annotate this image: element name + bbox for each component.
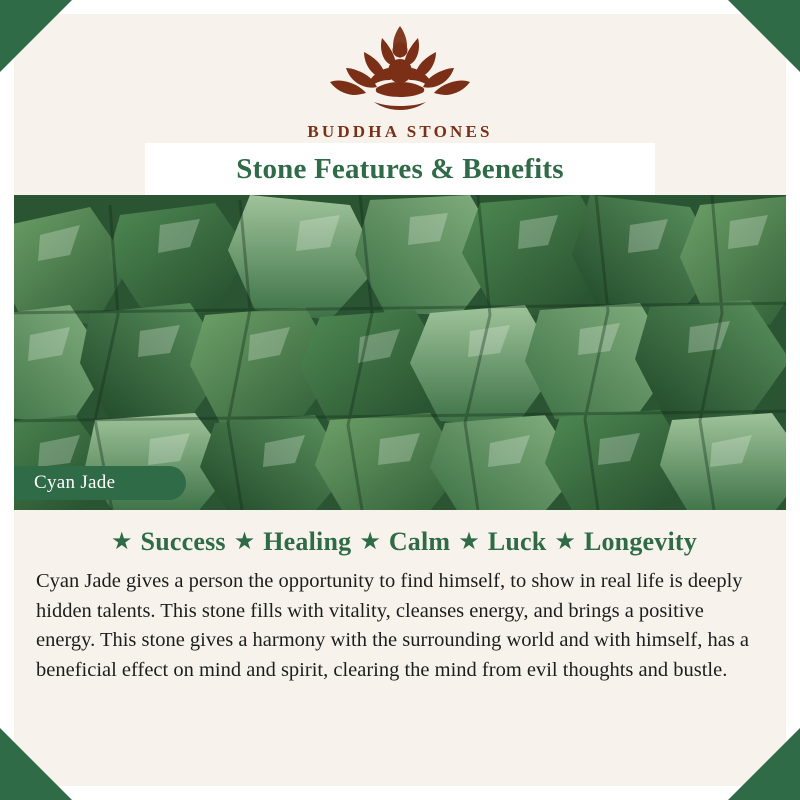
benefit-item-luck: Luck	[487, 527, 547, 556]
benefit-item-success: Success	[140, 527, 226, 556]
hero-image	[14, 195, 786, 510]
description-paragraph: Cyan Jade gives a person the opportunity to find himself, to show in real life is deeply hidden talents. This stone fills with vitality, cleanses energy, and brings a positive energy. This stone gives a harmony with the surrounding world and with himself, has a beneficial effect on mind and spirit, clearing the mind from evil thoughts and bustle.	[36, 570, 750, 682]
corner-decoration-top-left	[0, 0, 72, 72]
star-icon: ★	[111, 528, 133, 555]
star-icon: ★	[554, 528, 576, 555]
benefits-row	[14, 527, 786, 557]
corner-decoration-bottom-right	[728, 728, 800, 800]
title-banner	[145, 143, 655, 195]
brand-name: BUDDHA STONES	[307, 122, 493, 141]
star-icon: ★	[359, 528, 381, 555]
corner-decoration-bottom-left	[0, 728, 72, 800]
star-icon: ★	[233, 528, 256, 555]
content-card	[14, 14, 786, 786]
stone-name-tag	[14, 466, 186, 500]
stone-name-label: Cyan Jade	[34, 472, 116, 493]
corner-decoration-top-right	[728, 0, 800, 72]
star-icon: ★	[458, 528, 480, 555]
lotus-meditation-figure-icon	[316, 24, 484, 120]
benefit-item-longevity: Longevity	[583, 527, 697, 556]
brand-logo-block	[14, 24, 786, 142]
jade-stones-illustration	[14, 195, 786, 510]
benefit-item-healing: Healing	[263, 527, 352, 556]
page-title: Stone Features & Benefits	[236, 152, 564, 185]
benefit-item-calm: Calm	[388, 527, 451, 556]
